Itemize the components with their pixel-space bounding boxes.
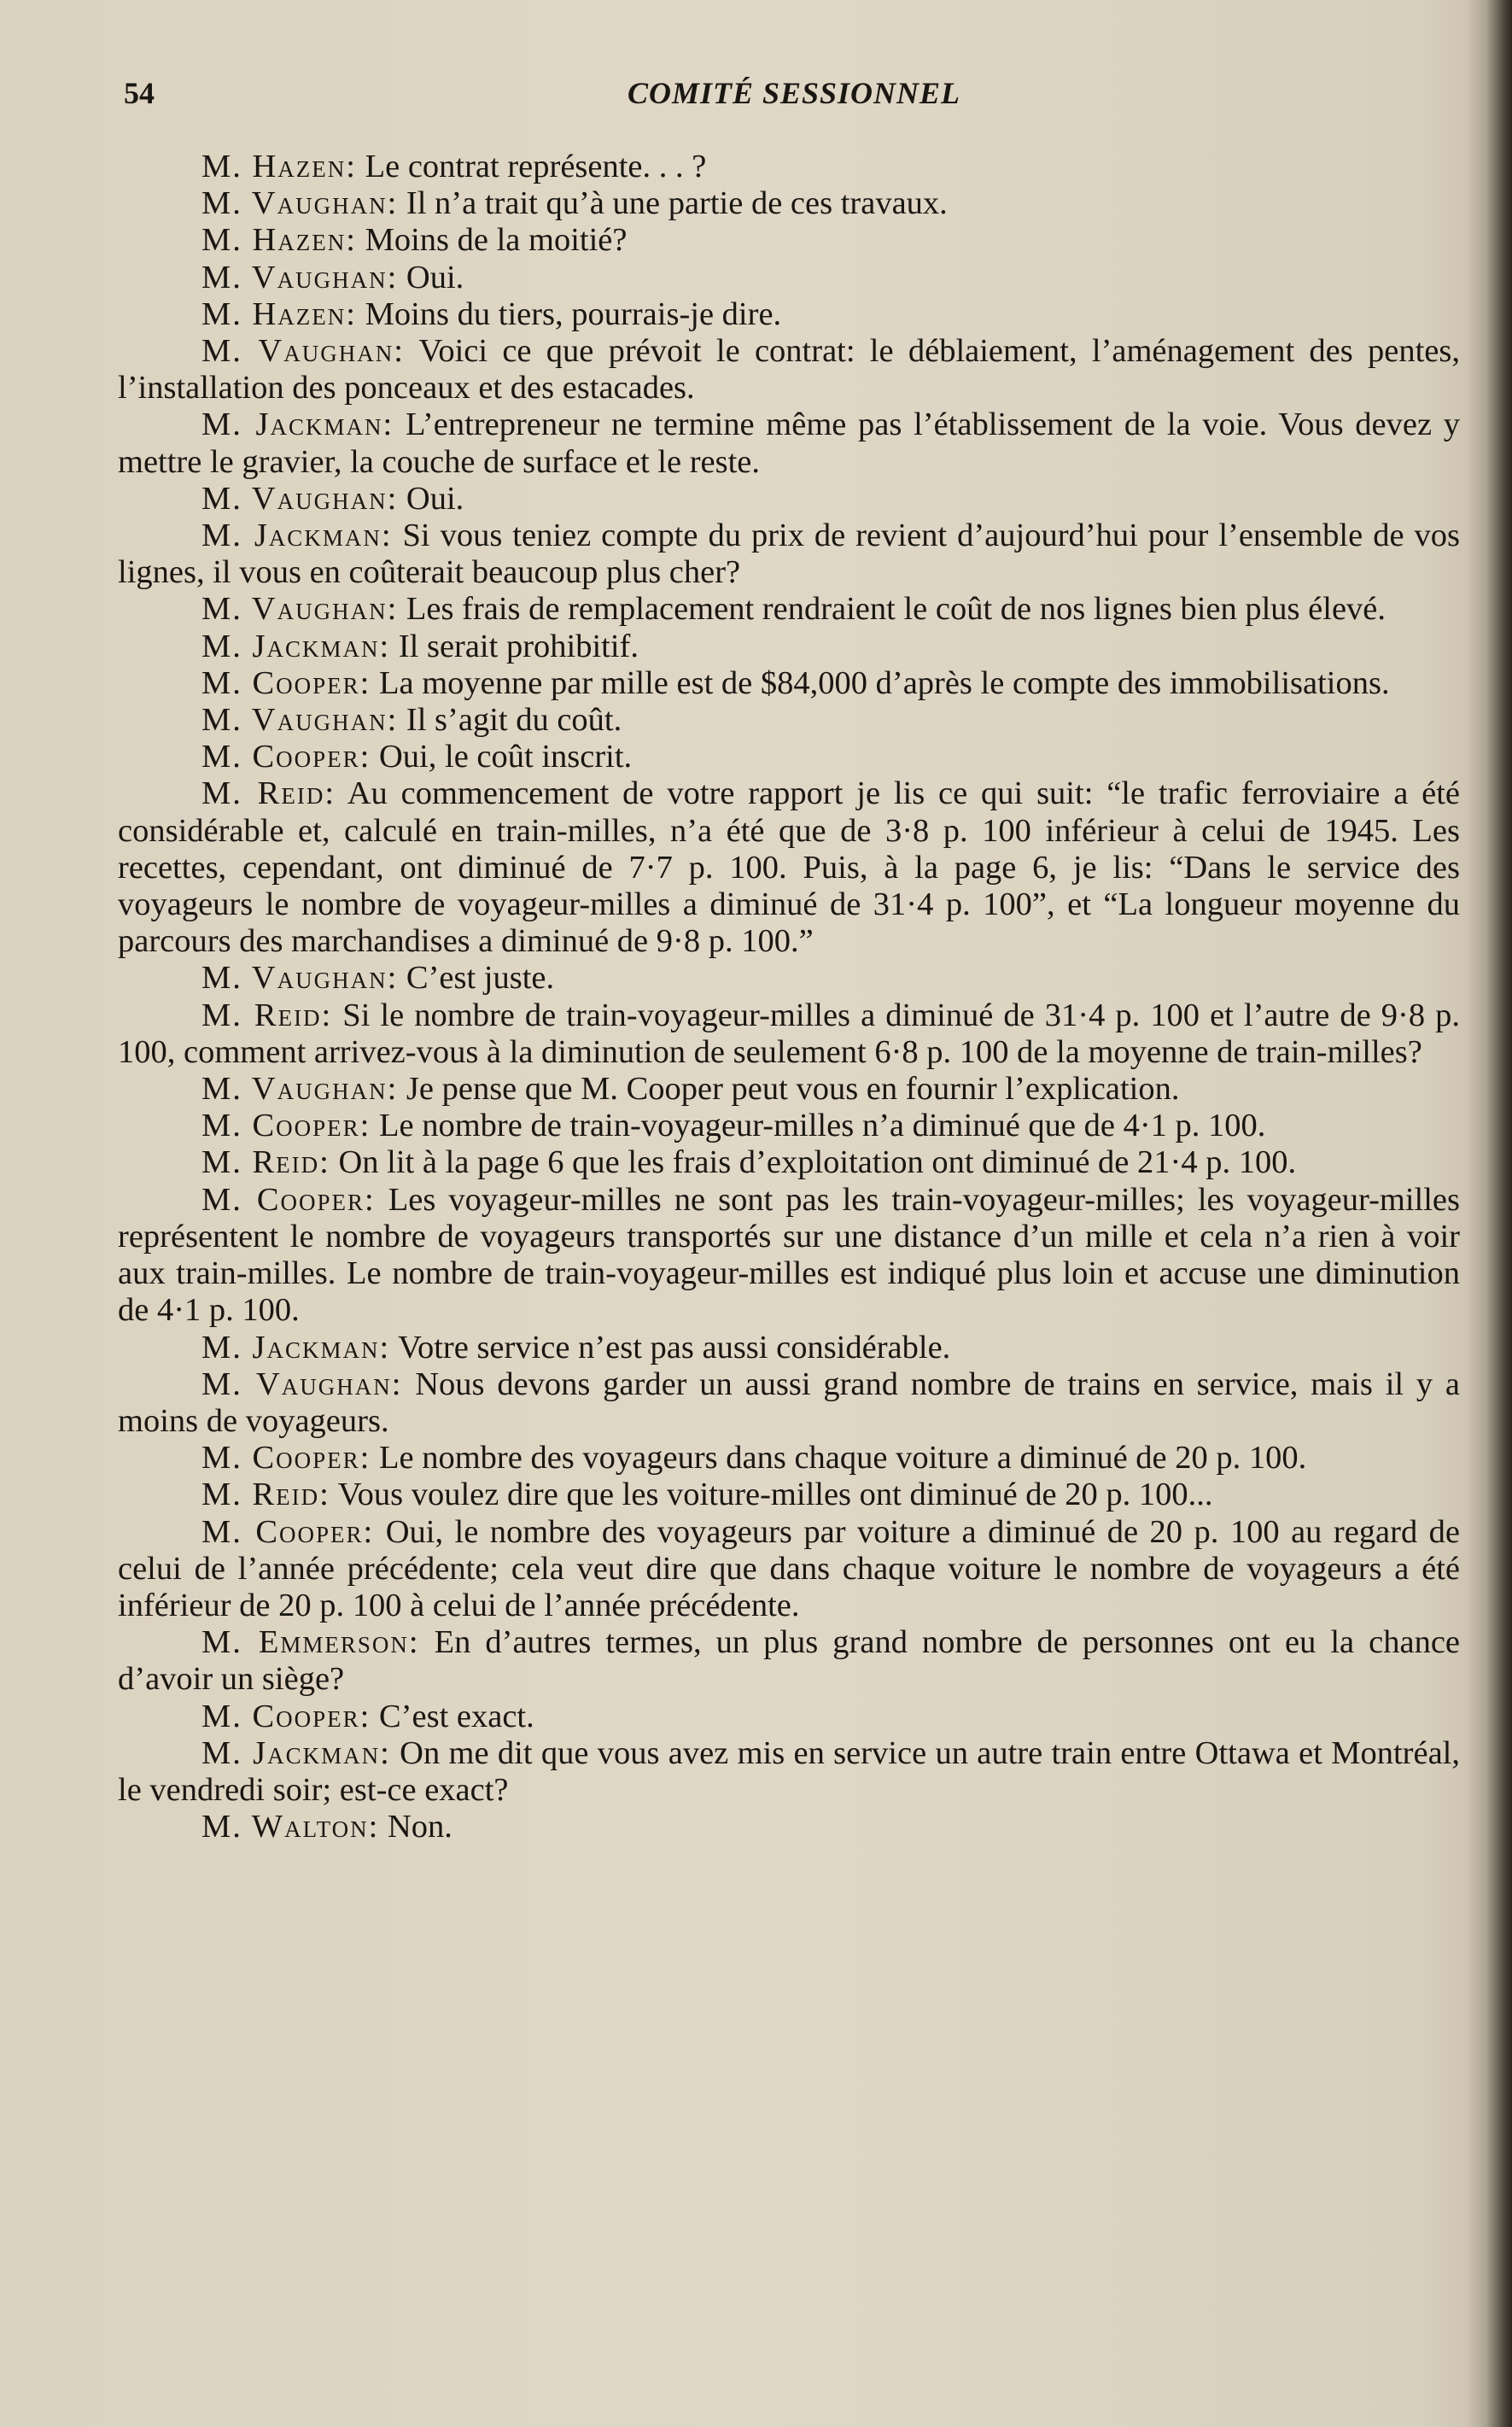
transcript-paragraph — [118, 591, 1460, 628]
transcript-paragraph — [118, 1330, 1460, 1366]
speaker-name: M. Cooper: — [201, 1698, 371, 1734]
speech-text: L’entrepreneur ne termine même pas l’établissement de la voie. Vous devez y mettre le gravier, la couche de surface et le reste. — [118, 406, 1460, 480]
transcript-paragraph — [118, 665, 1460, 702]
transcript-paragraph — [118, 1144, 1460, 1181]
transcript-paragraph — [118, 960, 1460, 997]
speaker-name: M. Cooper: — [201, 664, 371, 701]
speech-text: On me dit que vous avez mis en service un autre train entre Ottawa et Montréal, le vendredi soir; est-ce exact? — [118, 1734, 1460, 1808]
speech-text: La moyenne par mille est de $84,000 d’après le compte des immobilisations. — [371, 664, 1390, 701]
speaker-name: M. Cooper: — [201, 739, 371, 775]
book-spine-shadow — [1486, 0, 1512, 2427]
speaker-name: M. Cooper: — [201, 1513, 375, 1550]
transcript-paragraph — [118, 1699, 1460, 1735]
speaker-name: M. Walton: — [201, 1809, 380, 1845]
speech-text: Vous voulez dire que les voiture-milles ont diminué de 20 p. 100... — [330, 1477, 1213, 1513]
speech-text: Oui, le coût inscrit. — [371, 739, 633, 775]
speaker-name: M. Hazen: — [201, 149, 357, 184]
transcript-paragraph — [118, 1809, 1460, 1845]
transcript-paragraph — [118, 481, 1460, 518]
transcript-paragraph — [118, 775, 1460, 960]
transcript-paragraph — [118, 518, 1460, 591]
speech-text: On lit à la page 6 que les frais d’exploitation ont diminué de 21·4 p. 100. — [330, 1144, 1297, 1181]
speech-text: Votre service n’est pas aussi considérable. — [390, 1329, 951, 1366]
speech-text: Si vous teniez compte du prix de revient d’aujourd’hui pour l’ensemble de vos lignes, il vous en coûterait beaucoup plus cher? — [118, 518, 1460, 591]
speaker-name: M. Vaughan: — [201, 591, 399, 628]
speech-text: Oui. — [398, 480, 464, 517]
transcript-paragraph — [118, 702, 1460, 739]
speaker-name: M. Jackman: — [201, 1734, 391, 1771]
transcript-paragraph — [118, 1477, 1460, 1513]
transcript-paragraph — [118, 1182, 1460, 1330]
speaker-name: M. Vaughan: — [201, 185, 399, 222]
speaker-name: M. Emmerson: — [201, 1624, 420, 1661]
transcript-paragraph — [118, 333, 1460, 406]
speaker-name: M. Reid: — [201, 775, 336, 812]
speaker-name: M. Vaughan: — [201, 480, 399, 517]
speech-text: En d’autres termes, un plus grand nombre de personnes ont eu la chance d’avoir un siège? — [118, 1624, 1460, 1698]
transcript-paragraph — [118, 1735, 1460, 1809]
speech-text: Je pense que M. Cooper peut vous en fournir l’explication. — [398, 1071, 1180, 1108]
speaker-name: M. Hazen: — [201, 295, 357, 332]
transcript-paragraph — [118, 406, 1460, 480]
speech-text: Oui. — [398, 259, 464, 295]
speaker-name: M. Vaughan: — [201, 960, 399, 997]
speaker-name: M. Cooper: — [201, 1108, 371, 1144]
speaker-name: M. Vaughan: — [201, 1366, 403, 1402]
transcript-paragraph — [118, 1108, 1460, 1144]
transcript-body — [118, 149, 1460, 1845]
speech-text: Il serait prohibitif. — [390, 628, 639, 664]
transcript-paragraph — [118, 997, 1460, 1071]
transcript-paragraph — [118, 1440, 1460, 1477]
speech-text: Il n’a trait qu’à une partie de ces travaux. — [398, 185, 948, 222]
speaker-name: M. Vaughan: — [201, 259, 399, 295]
speaker-name: M. Vaughan: — [201, 333, 405, 370]
speaker-name: M. Reid: — [201, 997, 333, 1033]
transcript-paragraph — [118, 260, 1460, 296]
speech-text: C’est juste. — [398, 960, 555, 997]
transcript-paragraph — [118, 149, 1460, 185]
transcript-paragraph — [118, 222, 1460, 259]
transcript-paragraph — [118, 185, 1460, 222]
speech-text: Le nombre des voyageurs dans chaque voiture a diminué de 20 p. 100. — [371, 1440, 1307, 1477]
speech-text: Le nombre de train-voyageur-milles n’a diminué que de 4·1 p. 100. — [371, 1108, 1266, 1144]
speaker-name: M. Jackman: — [201, 406, 394, 443]
speech-text: Les voyageur-milles ne sont pas les train-voyageur-milles; les voyageur-milles représentent le nombre de voyageurs transportés sur une distance d’un mille et cela n’a rien à voir aux train-milles. Le nombre de train-voyageur-milles est indiqué plus loin et accuse une diminution de 4·1 p. 100. — [118, 1181, 1460, 1329]
speech-text: C’est exact. — [371, 1698, 534, 1734]
speaker-name: M. Hazen: — [201, 222, 357, 259]
transcript-paragraph — [118, 1071, 1460, 1108]
speech-text: Oui, le nombre des voyageurs par voiture a diminué de 20 p. 100 au regard de celui de l’année précédente; cela veut dire que dans chaque voiture le nombre de voyageurs a été inférieur de 20 p. 100 à celui de l’année précédente. — [118, 1513, 1460, 1623]
speech-text: Moins du tiers, pourrais-je dire. — [356, 295, 782, 332]
speech-text: Le contrat représente. . . ? — [356, 149, 707, 184]
speaker-name: M. Vaughan: — [201, 702, 399, 739]
speech-text: Au commencement de votre rapport je lis ce qui suit: “le trafic ferroviaire a été considérable et, calculé en train-milles, n’a été que de 3·8 p. 100 inférieur à celui de 1945. Les recettes, cependant, ont diminué de 7·7 p. 100. Puis, à la page 6, je lis: “Dans le service des voyageurs le nombre de voyageur-milles a diminué de 31·4 p. 100”, et “La longueur moyenne du parcours des marchandises a diminué de 9·8 p. 100.” — [118, 775, 1460, 960]
transcript-paragraph — [118, 629, 1460, 665]
speaker-name: M. Cooper: — [201, 1440, 371, 1477]
speech-text: Les frais de remplacement rendraient le coût de nos lignes bien plus élevé. — [398, 591, 1386, 628]
speech-text: Il s’agit du coût. — [398, 702, 622, 739]
speech-text: Non. — [379, 1809, 452, 1845]
transcript-paragraph — [118, 1514, 1460, 1625]
speaker-name: M. Jackman: — [201, 518, 393, 554]
speaker-name: M. Reid: — [201, 1144, 330, 1181]
transcript-paragraph — [118, 1366, 1460, 1440]
speaker-name: M. Cooper: — [201, 1181, 376, 1218]
speaker-name: M. Jackman: — [201, 1329, 391, 1366]
speech-text: Moins de la moitié? — [356, 222, 628, 259]
speech-text: Nous devons garder un aussi grand nombre de trains en service, mais il y a moins de voyageurs. — [118, 1366, 1460, 1439]
transcript-paragraph — [118, 739, 1460, 775]
transcript-paragraph — [118, 1624, 1460, 1698]
speech-text: Voici ce que prévoit le contrat: le déblaiement, l’aménagement des pentes, l’installation des ponceaux et des estacades. — [118, 333, 1460, 406]
running-title: COMITÉ SESSIONNEL — [627, 76, 961, 110]
speaker-name: M. Jackman: — [201, 628, 391, 664]
page-header — [124, 75, 1464, 118]
page-number: 54 — [124, 76, 155, 110]
transcript-paragraph — [118, 296, 1460, 333]
speaker-name: M. Reid: — [201, 1477, 330, 1513]
speech-text: Si le nombre de train-voyageur-milles a diminué de 31·4 p. 100 et l’autre de 9·8 p. 100, comment arrivez-vous à la diminution de seulement 6·8 p. 100 de la moyenne de train-milles? — [118, 997, 1460, 1070]
speaker-name: M. Vaughan: — [201, 1071, 399, 1108]
